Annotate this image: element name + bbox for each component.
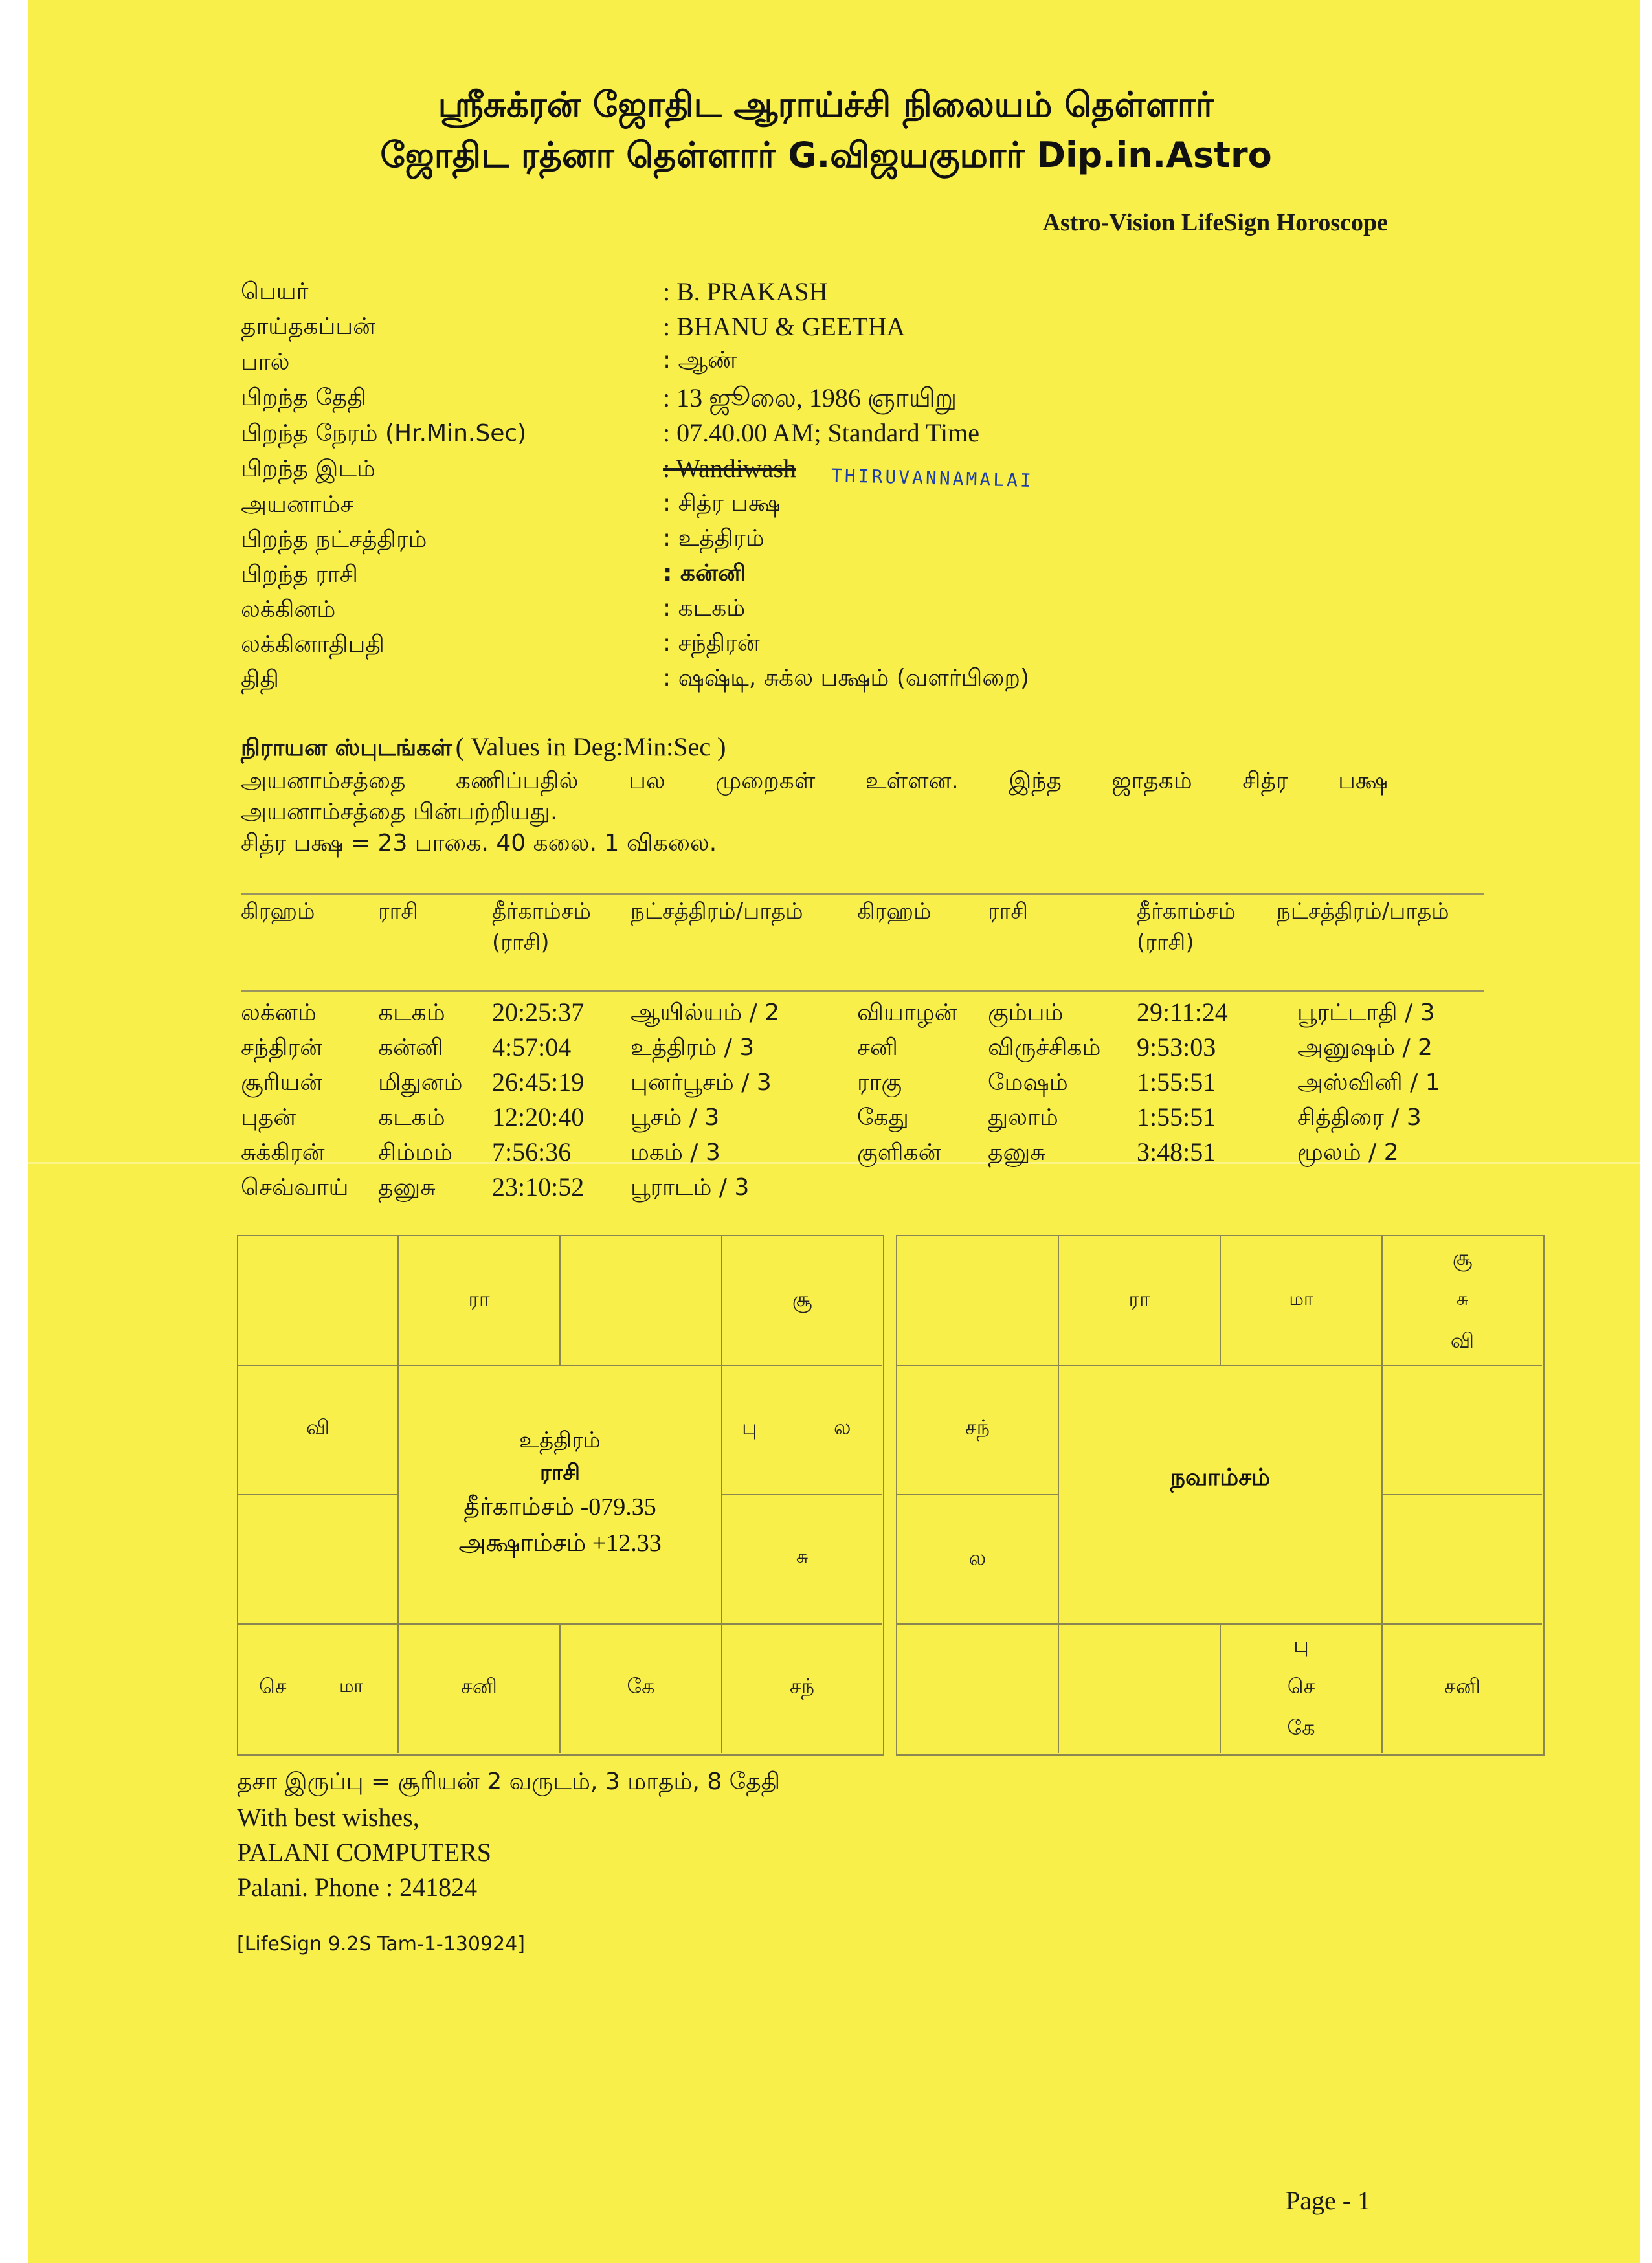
table-cell: தனுசு xyxy=(988,1139,1045,1166)
table-cell: 20:25:37 xyxy=(492,998,585,1027)
table-cell: சூரியன் xyxy=(241,1069,323,1096)
spudam-title-tamil: நிராயன ஸ்புடங்கள் xyxy=(241,735,452,761)
rasi-center-longitude: தீர்காம்சம் -079.35 xyxy=(463,1493,656,1521)
para-word: சித்ர xyxy=(1242,768,1288,794)
rasi-grid-line xyxy=(238,1494,399,1495)
detail-label: பால் xyxy=(241,349,290,375)
table-cell: 1:55:51 xyxy=(1137,1067,1216,1097)
table-cell: 29:11:24 xyxy=(1137,998,1228,1027)
detail-label: பிறந்த இடம் xyxy=(241,456,375,482)
spudam-para-line-1 xyxy=(241,768,1388,797)
detail-label: லக்கினம் xyxy=(241,596,336,623)
para-word: ஜாதகம் xyxy=(1111,768,1192,794)
para-word: முறைகள் xyxy=(715,768,816,794)
navamsa-cell-sun: சூ xyxy=(1452,1245,1473,1270)
table-cell: கடகம் xyxy=(378,1104,445,1131)
table-cell: 26:45:19 xyxy=(492,1067,585,1097)
rasi-cell-ketu: கே xyxy=(627,1674,655,1699)
detail-label: அயனாம்ச xyxy=(241,491,353,518)
detail-value: : ஷஷ்டி, சுக்ல பக்ஷம் (வளர்பிறை) xyxy=(663,665,1029,691)
detail-value: : 07.40.00 AM; Standard Time xyxy=(663,418,979,447)
detail-label: பெயர் xyxy=(241,278,309,305)
th-nakshatra: நட்சத்திரம்/பாதம் xyxy=(631,898,803,924)
page-number: Page - 1 xyxy=(1286,2186,1371,2215)
table-cell: கும்பம் xyxy=(988,999,1064,1026)
detail-label: பிறந்த நட்சத்திரம் xyxy=(241,526,427,553)
table-cell: 4:57:04 xyxy=(492,1032,572,1062)
detail-value: : கன்னி xyxy=(663,560,746,586)
table-cell: விருச்சிகம் xyxy=(988,1034,1101,1061)
table-cell: 3:48:51 xyxy=(1137,1137,1216,1166)
rasi-grid-line xyxy=(238,1623,882,1625)
table-cell: லக்னம் xyxy=(241,999,317,1026)
table-cell: அனுஷம் / 2 xyxy=(1297,1034,1433,1061)
table-cell: உத்திரம் / 3 xyxy=(631,1034,755,1061)
para-word: அயனாம்சத்தை xyxy=(241,768,406,794)
table-cell: மிதுனம் xyxy=(378,1069,463,1096)
spudam-para-line-2: அயனாம்சத்தை பின்பற்றியது. xyxy=(241,799,558,825)
navamsa-center-title: நவாம்சம் xyxy=(1170,1464,1271,1491)
table-cell: கேது xyxy=(857,1104,909,1131)
rasi-cell-saturn: சனி xyxy=(461,1674,497,1699)
table-cell: சனி xyxy=(857,1034,898,1061)
th-degree-sub: (ராசி) xyxy=(492,930,550,955)
software-version: [LifeSign 9.2S Tam-1-130924] xyxy=(237,1933,525,1956)
rasi-center-star: உத்திரம் xyxy=(519,1427,601,1453)
detail-label: லக்கினாதிபதி xyxy=(241,631,385,658)
navamsa-cell-jupiter: வி xyxy=(1450,1328,1475,1353)
navamsa-grid-line xyxy=(1381,1494,1542,1495)
table-cell: 1:55:51 xyxy=(1137,1102,1216,1132)
table-cell: கடகம் xyxy=(378,999,445,1026)
table-cell: சந்திரன் xyxy=(241,1034,323,1061)
detail-value: : கடகம் xyxy=(663,595,746,621)
navamsa-cell-mercury: பு xyxy=(1293,1633,1309,1657)
detail-value: : 13 ஜூலை, 1986 ஞாயிறு xyxy=(663,383,957,412)
table-cell: வியாழன் xyxy=(857,999,957,1026)
para-word: உள்ளன. xyxy=(865,768,959,794)
detail-label: தாய்தகப்பன் xyxy=(241,313,376,340)
header-line-1: ஸ்ரீசுக்ரன் ஜோதிட ஆராய்ச்சி நிலையம் தெள்ளார் xyxy=(438,84,1214,125)
detail-value: : ஆண் xyxy=(663,347,737,373)
th-degree: தீர்காம்சம் xyxy=(492,898,591,924)
navamsa-grid-line xyxy=(897,1623,1542,1625)
rasi-grid-line xyxy=(721,1494,882,1495)
rasi-center-title: ராசி xyxy=(540,1460,580,1486)
table-cell: கன்னி xyxy=(378,1034,444,1061)
footer-wishes: With best wishes, xyxy=(237,1803,419,1832)
dasa-balance: தசா இருப்பு = சூரியன் 2 வருடம், 3 மாதம், 8 தேதி xyxy=(237,1768,781,1795)
navamsa-cell-ketu: கே xyxy=(1287,1715,1315,1740)
para-word: பக்ஷ xyxy=(1338,768,1388,794)
para-word: கணிப்பதில் xyxy=(456,768,579,794)
footer-phone: Palani. Phone : 241824 xyxy=(237,1873,478,1902)
rasi-cell-jupiter: வி xyxy=(306,1415,330,1440)
detail-label: பிறந்த ராசி xyxy=(241,561,358,588)
birthplace-value-struck: : Wandiwash xyxy=(663,454,797,483)
navamsa-cell-mars: செ xyxy=(1287,1674,1315,1699)
rasi-cell-mercury: பு xyxy=(742,1415,757,1440)
navamsa-cell-moon: சந் xyxy=(965,1415,990,1440)
table-cell: 7:56:36 xyxy=(492,1137,572,1166)
rasi-cell-venus: சு xyxy=(796,1546,809,1567)
navamsa-cell-venus: சு xyxy=(1456,1288,1469,1310)
rasi-cell-rahu: ரா xyxy=(468,1287,490,1311)
table-cell: சிம்மம் xyxy=(378,1139,453,1166)
spudam-title-english: ( Values in Deg:Min:Sec ) xyxy=(455,732,726,761)
rasi-cell-lagna: ல xyxy=(834,1415,851,1440)
table-cell: புனர்பூசம் / 3 xyxy=(631,1069,772,1096)
table-top-rule xyxy=(241,893,1484,895)
footer-company: PALANI COMPUTERS xyxy=(237,1838,492,1867)
table-cell: புதன் xyxy=(241,1104,296,1131)
th-nakshatra-2: நட்சத்திரம்/பாதம் xyxy=(1277,898,1449,924)
navamsa-grid-line xyxy=(897,1365,1542,1366)
table-cell: மகம் / 3 xyxy=(631,1139,720,1166)
table-header-rule xyxy=(241,990,1484,992)
navamsa-grid-line xyxy=(897,1494,1058,1495)
table-cell: பூசம் / 3 xyxy=(631,1104,720,1131)
detail-value: : B. PRAKASH xyxy=(663,277,828,306)
th-graha: கிரஹம் xyxy=(241,898,315,924)
navamsa-cell-saturn: சனி xyxy=(1444,1674,1480,1699)
table-cell: 9:53:03 xyxy=(1137,1032,1216,1062)
table-cell: அஸ்வினி / 1 xyxy=(1297,1069,1440,1096)
table-cell: மூலம் / 2 xyxy=(1297,1139,1399,1166)
detail-value: : BHANU & GEETHA xyxy=(663,312,906,341)
th-degree-2: தீர்காம்சம் xyxy=(1137,898,1236,924)
handwritten-birthplace: THIRUVANNAMALAI xyxy=(831,464,1034,492)
detail-label: பிறந்த நேரம் (Hr.Min.Sec) xyxy=(241,420,527,447)
rasi-cell-moon: சந் xyxy=(789,1674,815,1699)
ayanamsa-value: சித்ர பக்ஷ = 23 பாகை. 40 கலை. 1 விகலை. xyxy=(241,830,717,856)
table-cell: செவ்வாய் xyxy=(241,1174,349,1201)
para-word: இந்த xyxy=(1009,768,1062,794)
th-degree-sub-2: (ராசி) xyxy=(1137,930,1194,955)
th-rasi-2: ராசி xyxy=(988,898,1028,924)
table-cell: தனுசு xyxy=(378,1174,436,1201)
detail-value: : சித்ர பக்ஷ xyxy=(663,490,781,517)
th-rasi: ராசி xyxy=(378,898,418,924)
rasi-center-latitude: அக்ஷாம்சம் +12.33 xyxy=(458,1530,662,1557)
detail-value: : உத்திரம் xyxy=(663,525,765,552)
table-cell: மேஷம் xyxy=(988,1069,1068,1096)
header-subtitle: Astro-Vision LifeSign Horoscope xyxy=(1042,209,1388,236)
table-cell: துலாம் xyxy=(988,1104,1058,1131)
navamsa-cell-maandi: மா xyxy=(1289,1288,1313,1310)
spudam-title xyxy=(241,731,726,764)
navamsa-cell-rahu: ரா xyxy=(1128,1287,1150,1311)
table-cell: பூரட்டாதி / 3 xyxy=(1297,999,1435,1026)
rasi-grid-line xyxy=(238,1365,882,1366)
detail-value: : சந்திரன் xyxy=(663,630,760,656)
detail-label: பிறந்த தேதி xyxy=(241,385,366,411)
rasi-grid-line xyxy=(559,1236,561,1366)
table-cell: 12:20:40 xyxy=(492,1102,585,1132)
para-word: பல xyxy=(629,768,665,794)
header-line-2: ஜோதிட ரத்னா தெள்ளார் G.விஜயகுமார் Dip.in.Astro xyxy=(380,135,1272,175)
table-cell: பூராடம் / 3 xyxy=(631,1174,750,1201)
rasi-center xyxy=(399,1424,721,1561)
rasi-cell-maandi: மா xyxy=(339,1675,364,1697)
table-cell: 23:10:52 xyxy=(492,1172,585,1201)
table-cell: ஆயில்யம் / 2 xyxy=(631,999,780,1026)
detail-label: திதி xyxy=(241,666,279,693)
table-cell: குளிகன் xyxy=(857,1139,941,1166)
th-graha-2: கிரஹம் xyxy=(857,898,932,924)
navamsa-cell-lagna: ல xyxy=(968,1546,987,1570)
table-cell: சுக்கிரன் xyxy=(241,1139,325,1166)
rasi-cell-mars: செ xyxy=(259,1674,287,1699)
table-cell: ராகு xyxy=(857,1069,902,1096)
table-cell: சித்திரை / 3 xyxy=(1297,1104,1422,1131)
rasi-cell-sun: சூ xyxy=(792,1287,812,1311)
